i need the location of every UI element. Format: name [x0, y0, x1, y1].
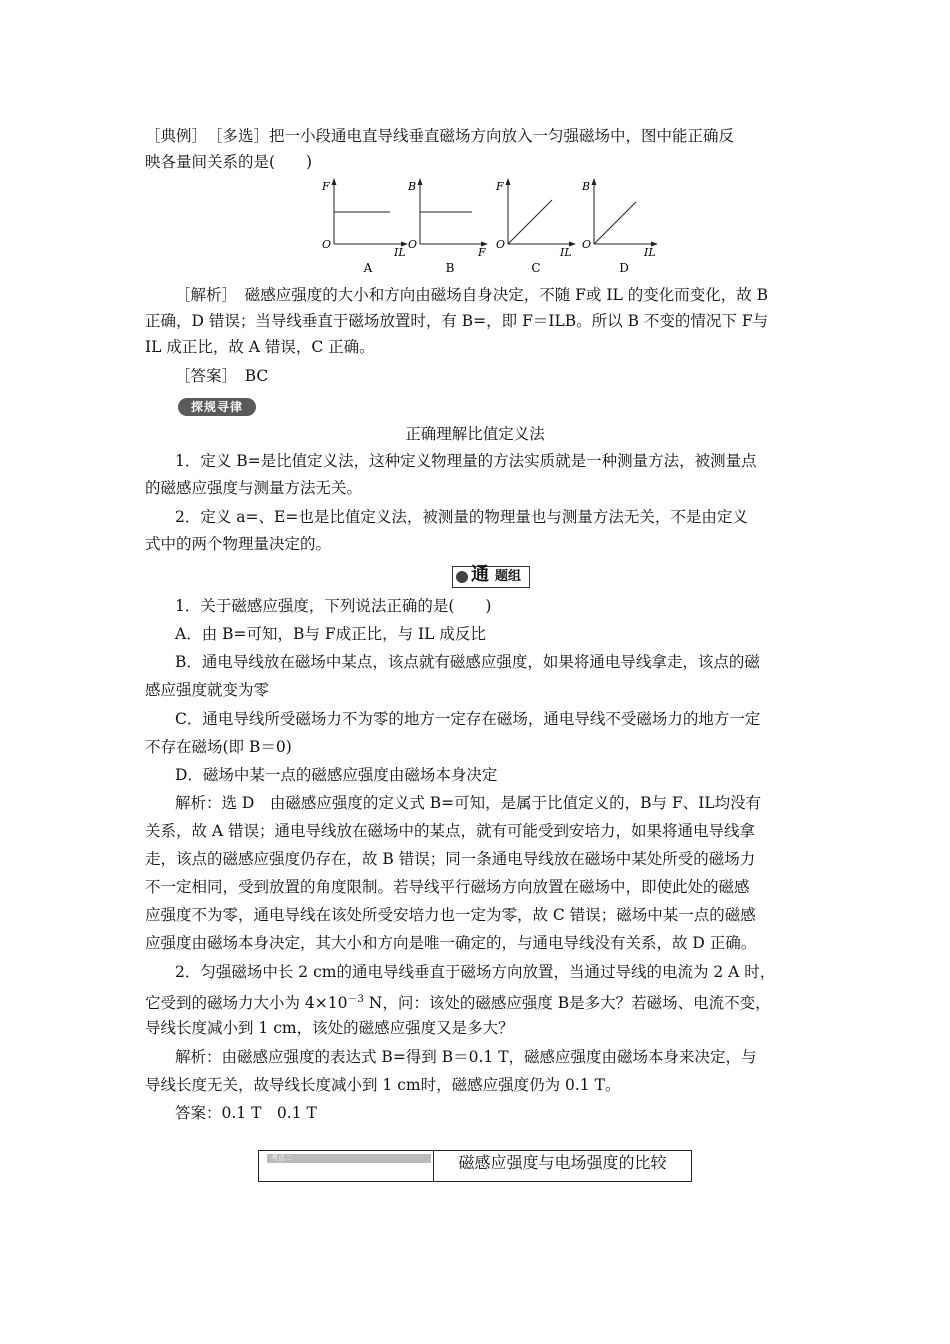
graph-a-label: A	[363, 261, 373, 275]
q1-option-a: A．由 B=可知，B与 F成正比，与 IL 成反比	[175, 625, 486, 643]
q2-line-2: 它受到的磁场力大小为 $4\times 10^{-3}$ N，问：该处的磁感应强度 B是多大？若磁场、电流不变，	[145, 994, 771, 1013]
q2-line-1: 2．匀强磁场中长 2 cm的通电导线垂直于磁场方向放置，当通过导线的电流为 2 A 时，	[175, 963, 776, 981]
graph-b-xlabel: F	[478, 246, 486, 259]
example-line-1: ［典例］ ［多选］把一小段通电直导线垂直磁场方向放入一匀强磁场中，图中能正确反	[145, 127, 735, 145]
graph-a-xlabel: IL	[394, 246, 406, 259]
q1-stem: 1．关于磁感应强度，下列说法正确的是( )	[175, 597, 492, 615]
graph-d-ylabel: B	[582, 180, 591, 193]
rule-p1-line-2: 的磁感应强度与测量方法无关。	[145, 479, 363, 497]
graph-b-label: B	[445, 261, 455, 275]
q1-solution-line-5: 应强度不为零，通电导线在该处所受安培力也一定为零，故 C 错误；磁场中某一点的磁感	[145, 906, 756, 924]
section-title: 磁感应强度与电场强度的比较	[458, 1153, 667, 1172]
rule-p2-line-2: 式中的两个物理量决定的。	[145, 535, 332, 553]
graph-d	[581, 178, 658, 275]
q1-option-b-line-2: 感应强度就变为零	[145, 681, 270, 699]
q1-solution-line-6: 应强度由磁场本身决定，其大小和方向是唯一确定的，与通电导线没有关系，故 D 正确。	[145, 934, 757, 952]
graph-c	[495, 178, 576, 275]
section-tag: 探规寻律	[178, 398, 256, 416]
rule-title: 正确理解比值定义法	[405, 425, 545, 443]
badge-big-text: 通	[471, 564, 489, 585]
graph-d-label: D	[619, 261, 629, 275]
q1-option-c-line-1: C．通电导线所受磁场力不为零的地方一定存在磁场，通电导线不受磁场力的地方一定	[175, 710, 761, 728]
q2-answer: 答案：0.1 T 0.1 T	[175, 1104, 317, 1122]
rule-p2-line-1: 2．定义 a=、E=也是比值定义法，被测量的物理量也与测量方法无关，不是由定义	[175, 508, 748, 526]
option-graphs	[310, 178, 670, 278]
graph-c-label: C	[531, 261, 541, 275]
q2-solution-line-2: 导线长度无关，故导线长度减小到 1 cm时，磁感应强度仍为 0.1 T。	[145, 1076, 621, 1094]
graph-c-xlabel: IL	[560, 246, 572, 259]
graph-a-origin: O	[322, 238, 332, 251]
q1-option-c-line-2: 不存在磁场(即 B＝0)	[145, 738, 292, 756]
q2-line-3: 导线长度减小到 1 cm，该处的磁感应强度又是多大？	[145, 1019, 514, 1037]
graph-a	[321, 178, 408, 275]
graph-d-xlabel: IL	[644, 246, 656, 259]
graph-d-origin: O	[582, 238, 592, 251]
graph-a-ylabel: F	[322, 180, 330, 193]
rule-p1-line-1: 1．定义 B=是比值定义法，这种定义物理量的方法实质就是一种测量方法，被测量点	[175, 452, 757, 470]
answer-line: ［答案］ BC	[175, 367, 269, 385]
q1-solution-line-1: 解析：选 D 由磁感应强度的定义式 B=可知，是属于比值定义的，B与 F、IL均没有	[175, 794, 762, 812]
q1-solution-line-4: 不一定相同，受到放置的角度限制。若导线平行磁场方向放置在磁场中，即使此处的磁感	[145, 878, 750, 896]
q1-solution-line-3: 走，该点的磁感应强度仍存在，故 B 错误；同一条通电导线放在磁场中某处所受的磁场力	[145, 850, 756, 868]
graph-b-ylabel: B	[408, 180, 417, 193]
q1-option-d: D．磁场中某一点的磁感应强度由磁场本身决定	[175, 766, 498, 784]
analysis-line-3: IL 成正比，故 A 错误，C 正确。	[145, 338, 375, 356]
graph-b-origin: O	[408, 238, 418, 251]
question-group-badge	[452, 566, 530, 588]
analysis-line-2: 正确，D 错误；当导线垂直于磁场放置时，有 B=，即 F＝ILB。所以 B 不变的情况下 F与	[145, 312, 769, 330]
graph-b	[407, 178, 488, 275]
badge-dot-icon	[456, 571, 468, 583]
section-header-box	[258, 1150, 692, 1182]
example-line-2: 映各量间关系的是( )	[145, 153, 313, 171]
q1-solution-line-2: 关系，故 A 错误；通电导线放在磁场中的某点，就有可能受到安培力，如果将通电导线拿	[145, 822, 756, 840]
graph-c-ylabel: F	[496, 180, 504, 193]
analysis-line-1: ［解析］ 磁感应强度的大小和方向由磁场自身决定，不随 F或 IL 的变化而变化，故 B	[175, 286, 769, 304]
graph-c-origin: O	[496, 238, 506, 251]
section-number-label: 考点二	[267, 1154, 431, 1163]
q2-solution-line-1: 解析：由磁感应强度的表达式 B=得到 B＝0.1 T，磁感应强度由磁场本身来决定，与	[175, 1048, 757, 1066]
q1-option-b-line-1: B．通电导线放在磁场中某点，该点就有磁感应强度，如果将通电导线拿走，该点的磁	[175, 653, 760, 671]
badge-small-text: 题组	[495, 569, 522, 584]
